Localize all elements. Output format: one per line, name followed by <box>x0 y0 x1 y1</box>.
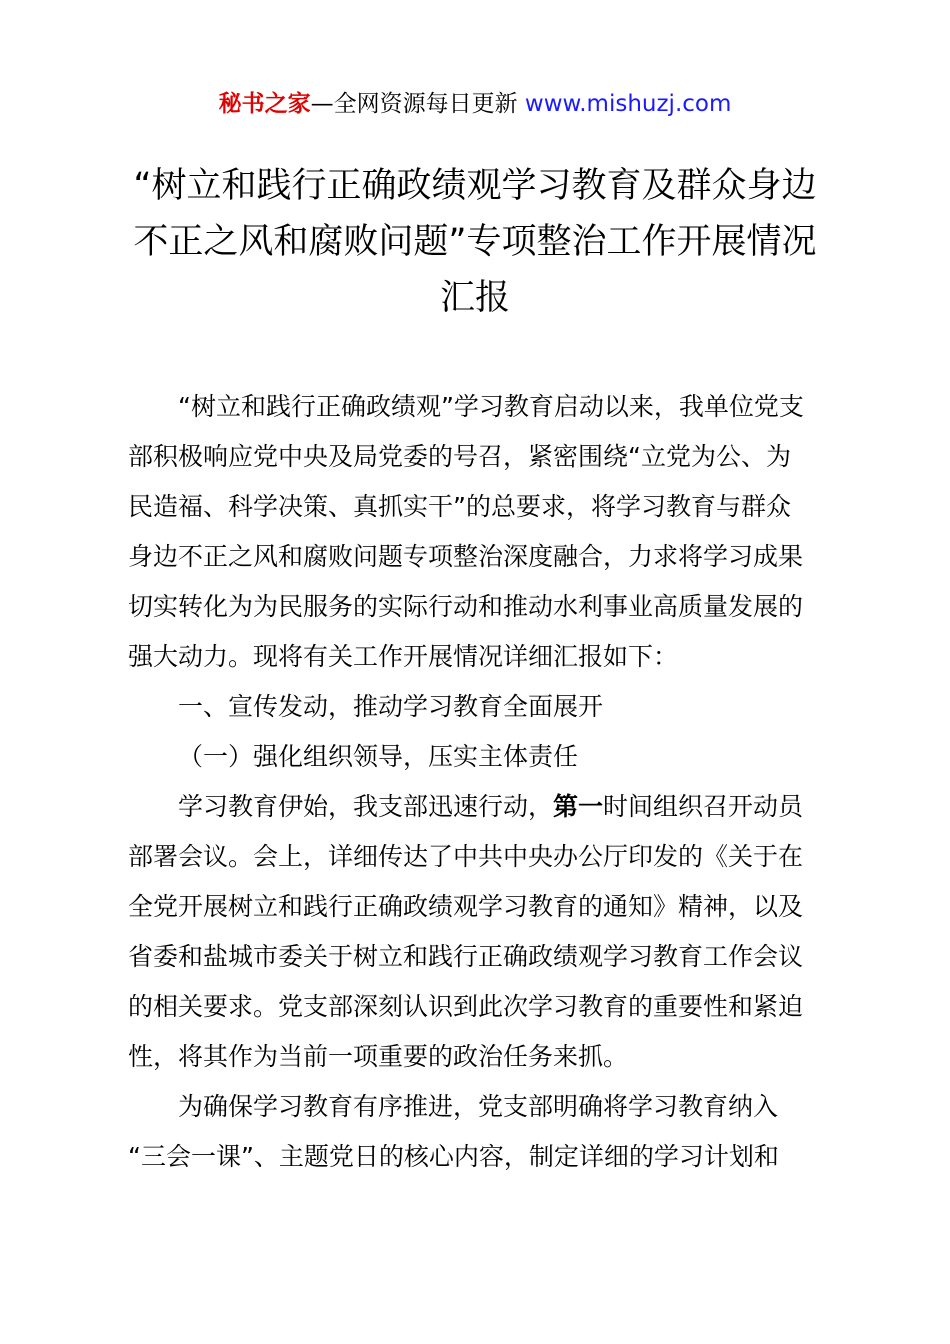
brand-name[interactable]: 秘书之家 <box>218 91 311 117</box>
p2-line: 省委和盐城市委关于树立和践行正确政绩观学习教育工作会议 <box>128 942 804 971</box>
site-url-link[interactable]: www.mishuzj.com <box>524 91 732 117</box>
site-header <box>0 88 950 120</box>
section-heading-1: 一、宣传发动，推动学习教育全面展开 <box>178 692 604 721</box>
p2-line: 部署会议。会上，详细传达了中共中央办公厅印发的《关于在 <box>128 842 804 871</box>
p2-line: 性，将其作为当前一项重要的政治任务来抓。 <box>128 1042 629 1071</box>
intro-line: 切实转化为为民服务的实际行动和推动水利事业高质量发展的 <box>128 592 804 621</box>
p2-line: 全党开展树立和践行正确政绩观学习教育的通知》精神，以及 <box>128 892 804 921</box>
document-body <box>128 382 833 1182</box>
document-title <box>110 158 840 326</box>
p2-end: 时间组织召开动员 <box>603 792 804 821</box>
p3-line: 为确保学习教育有序推进，党支部明确将学习教育纳入 <box>178 1092 779 1121</box>
section-heading-2: （一）强化组织领导，压实主体责任 <box>178 742 579 771</box>
paragraph-3 <box>128 1082 833 1182</box>
paragraph-intro <box>128 382 833 682</box>
intro-line: “树立和践行正确政绩观”学习教育启动以来，我单位党支 <box>178 392 804 421</box>
intro-line: 民造福、科学决策、真抓实干”的总要求，将学习教育与群众 <box>128 492 791 521</box>
title-line-1: “树立和践行正确政绩观学习教育及群众身边 <box>133 166 817 206</box>
intro-line: 强大动力。现将有关工作开展情况详细汇报如下： <box>128 642 679 671</box>
p2-start: 学习教育伊始，我支部迅速行动， <box>178 792 554 821</box>
p2-line: 的相关要求。党支部深刻认识到此次学习教育的重要性和紧迫 <box>128 992 804 1021</box>
intro-line: 身边不正之风和腐败问题专项整治深度融合，力求将学习成果 <box>128 542 804 571</box>
p2-bold: 第一 <box>553 792 604 821</box>
title-line-3: 汇报 <box>439 278 510 318</box>
header-tagline: —全网资源每日更新 <box>310 91 518 117</box>
paragraph-2-first-line <box>128 782 833 832</box>
paragraph-2 <box>128 782 833 1082</box>
title-line-2: 不正之风和腐败问题”专项整治工作开展情况 <box>133 222 817 262</box>
intro-line: 部积极响应党中央及局党委的号召，紧密围绕“立党为公、为 <box>128 442 791 471</box>
p3-line: “三会一课”、主题党日的核心内容，制定详细的学习计划和 <box>128 1142 779 1171</box>
